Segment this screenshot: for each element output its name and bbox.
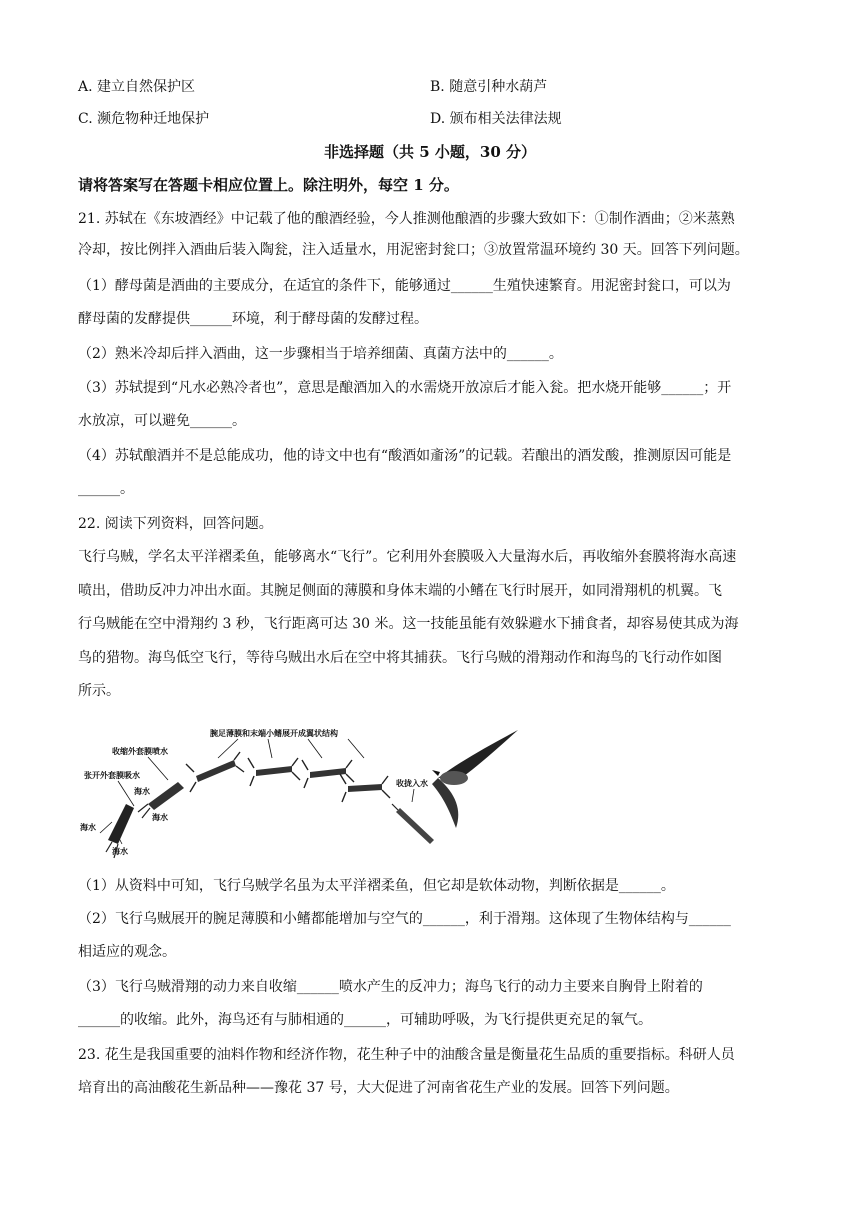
label-open-mantle: 张开外套膜吸水: [84, 771, 140, 780]
section-title: 非选择题（共 5 小题，30 分）: [324, 143, 536, 161]
option-b: B. 随意引种水葫芦: [430, 79, 548, 95]
label-seawater-1: 海水: [134, 787, 150, 796]
q22-part2-line-1: （2）飞行乌贼展开的腕足薄膜和小鳍都能增加与空气的______，利于滑翔。这体现了生物体结构与______: [78, 911, 731, 927]
q22-passage-line-5: 所示。: [78, 683, 120, 699]
option-a: A. 建立自然保护区: [78, 79, 196, 95]
seabird-icon: [432, 730, 518, 828]
squid-gliding-4-icon: [340, 774, 390, 802]
squid-retract-icon: [392, 804, 434, 844]
q22-part1: （1）从资料中可知，飞行乌贼学名虽为太平洋褶柔鱼，但它却是软体动物，判断依据是______。: [78, 878, 675, 894]
q21-part4-line-2: ______。: [78, 481, 134, 497]
label-seawater-4: 海水: [112, 847, 128, 856]
q21-stem-line-2: 冷却，按比例拌入酒曲后装入陶瓮，注入适量水，用泥密封瓮口；③放置常温环境约 30 天。回答下列问题。: [78, 242, 749, 258]
squid-gliding-1-icon: [186, 752, 244, 792]
q22-passage-line-1: 飞行乌贼，学名太平洋褶柔鱼，能够离水“飞行”。它利用外套膜吸入大量海水后，再收缩外套膜将海水高速: [78, 549, 737, 565]
label-seawater-2: 海水: [152, 813, 168, 822]
instructions: 请将答案写在答题卡相应位置上。除注明外，每空 1 分。: [78, 176, 459, 194]
q22-passage-line-3: 行乌贼能在空中滑翔约 3 秒，飞行距离可达 30 米。这一技能虽能有效躲避水下捕食者，却容易使其成为海: [78, 616, 739, 632]
q21-part4-line-1: （4）苏轼酿酒并不是总能成功，他的诗文中也有“酸酒如齑汤”的记载。若酿出的酒发酸，推测原因可能是: [78, 448, 732, 464]
q21-part3-line-2: 水放凉，可以避免______。: [78, 413, 246, 429]
option-c: C. 濒危物种迁地保护: [78, 111, 210, 127]
q22-part3-line-1: （3）飞行乌贼滑翔的动力来自收缩______喷水产生的反冲力；海鸟飞行的动力主要来自胸骨上附着的: [78, 979, 703, 995]
squid-seabird-figure: [78, 712, 528, 862]
option-d: D. 颁布相关法律法规: [430, 111, 562, 127]
q21-part2: （2）熟米冷却后拌入酒曲，这一步骤相当于培养细菌、真菌方法中的______。: [78, 346, 563, 362]
q22-stem: 22. 阅读下列资料，回答问题。: [78, 516, 273, 532]
q21-part3-line-1: （3）苏轼提到“凡水必熟冷者也”，意思是酿酒加入的水需烧开放凉后才能入瓮。把水烧开能够______；开: [78, 380, 732, 396]
figure-illustration: [78, 712, 528, 862]
q22-part3-line-2: ______的收缩。此外，海鸟还有与肺相通的______，可辅助呼吸，为飞行提供更充足的氧气。: [78, 1012, 652, 1028]
label-retract-enter: 收拢入水: [396, 779, 428, 788]
q21-stem-line-1: 21. 苏轼在《东坡酒经》中记载了他的酿酒经验，今人推测他酿酒的步骤大致如下：①制作酒曲；②米蒸熟: [78, 211, 735, 227]
q22-passage-line-2: 喷出，借助反冲力冲出水面。其腕足侧面的薄膜和身体末端的小鳍在飞行时展开，如同滑翔机的机翼。飞: [78, 583, 722, 599]
squid-gliding-2-icon: [248, 758, 300, 786]
label-fins-spread: 腕足薄膜和末端小鳍展开成翼状结构: [210, 729, 338, 738]
q23-stem-line-2: 培育出的高油酸花生新品种——豫花 37 号，大大促进了河南省花生产业的发展。回答下列问题。: [78, 1080, 679, 1096]
label-contract-mantle: 收缩外套膜喷水: [112, 747, 168, 756]
q23-stem-line-1: 23. 花生是我国重要的油料作物和经济作物，花生种子中的油酸含量是衡量花生品质的重要指标。科研人员: [78, 1047, 735, 1063]
q22-part2-line-2: 相适应的观念。: [78, 944, 176, 960]
q21-part1-line-1: （1）酵母菌是酒曲的主要成分，在适宜的条件下，能够通过______生殖快速繁育。用泥密封瓮口，可以为: [78, 278, 731, 294]
q21-part1-line-2: 酵母菌的发酵提供______环境，利于酵母菌的发酵过程。: [78, 311, 428, 327]
q22-passage-line-4: 鸟的猎物。海鸟低空飞行，等待乌贼出水后在空中将其捕获。飞行乌贼的滑翔动作和海鸟的飞行动作如图: [78, 650, 722, 666]
label-seawater-3: 海水: [80, 823, 96, 832]
